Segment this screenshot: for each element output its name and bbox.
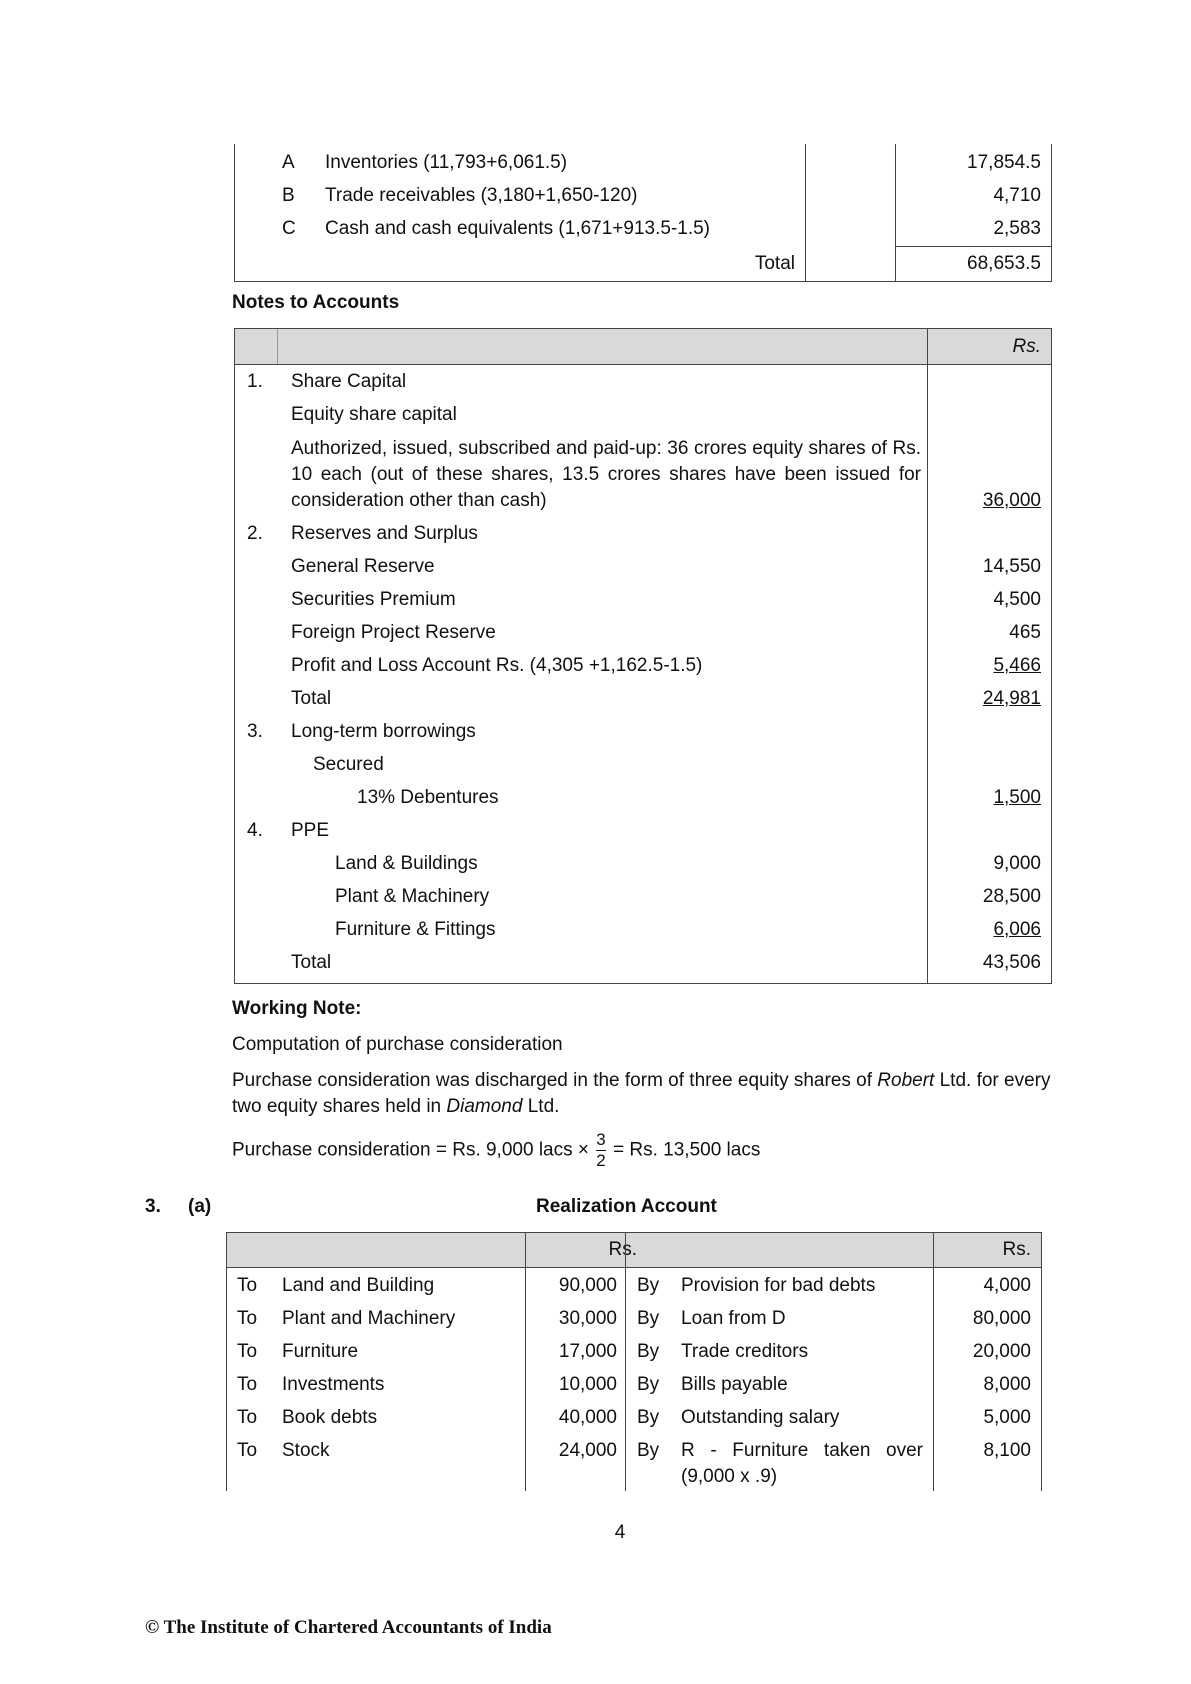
purchase-consideration-formula: Purchase consideration = Rs. 9,000 lacs × $\frac{3}{2}$ = Rs. 13,500 lacs: [232, 1130, 761, 1170]
realization-account-table: Rs. Rs. To Land and Building 90,000 By Provision for bad debts 4,000 To Plant and Machinery 30,000 By Loan from D 80,000 To Furniture 17,000 By Trade creditors 20,000 To Investments 10,000 By Bills payable 8,000 To Book debts 40,000 By Outstanding salary 5,000 To Stock 24,000 By R - Furniture taken over (9,000 x .9) 8,100: [226, 1232, 1042, 1491]
total-row: Total 68,653.5: [754, 253, 1041, 274]
question-part: (a): [188, 1196, 212, 1217]
notes-heading: Notes to Accounts: [232, 292, 400, 313]
table-header: Rs.: [235, 329, 1051, 365]
realization-account-title: Realization Account: [536, 1196, 717, 1217]
table-row: A Inventories (11,793+6,061.5) 17,854.5: [282, 152, 1041, 173]
notes-to-accounts-table: Rs. 1. Share Capital Equity share capital Authorized, issued, subscribed and paid-up: 36 crores equity shares of Rs. 10 each (out of these shares, 13.5 crores shares have been issued for consideration other than cash) 36,000 2. Reserves and Surplus General Reserve 14,550 Securities Premium 4,500 Foreign Project Reserve 465 Profit and Loss Account Rs. (4,305 +1,162.5-1.5) 5,466 Total 24,981 3. Long-term borrowings Secured 13% Debentures 1,500 4. PPE Land & Buildings 9,000 Plant & Machinery 28,500 Furniture & Fittings 6,006 Total 43,506: [234, 328, 1052, 984]
note-1-paragraph: Authorized, issued, subscribed and paid-up: 36 crores equity shares of Rs. 10 each (out of these shares, 13.5 crores shares have been issued for consideration other than cash): [291, 438, 921, 511]
working-note-heading: Working Note:: [232, 998, 362, 1019]
table-row: C Cash and cash equivalents (1,671+913.5-1.5) 2,583: [282, 218, 1041, 239]
table-row: B Trade receivables (3,180+1,650-120) 4,710: [282, 185, 1041, 206]
footer-copyright: © The Institute of Chartered Accountants of India: [145, 1617, 552, 1638]
assets-continuation-table: [234, 144, 1052, 282]
page-number: 4: [614, 1522, 626, 1543]
working-note-paragraph: Purchase consideration was discharged in the form of three equity shares of Robert Ltd. for every two equity shares held in Diamond Ltd.: [232, 1070, 1051, 1117]
table-header: Rs. Rs.: [227, 1233, 1041, 1268]
working-note-line-1: Computation of purchase consideration: [232, 1034, 563, 1055]
question-number: 3.: [145, 1196, 161, 1217]
fraction: $\frac{3}{2}$: [596, 1130, 606, 1170]
